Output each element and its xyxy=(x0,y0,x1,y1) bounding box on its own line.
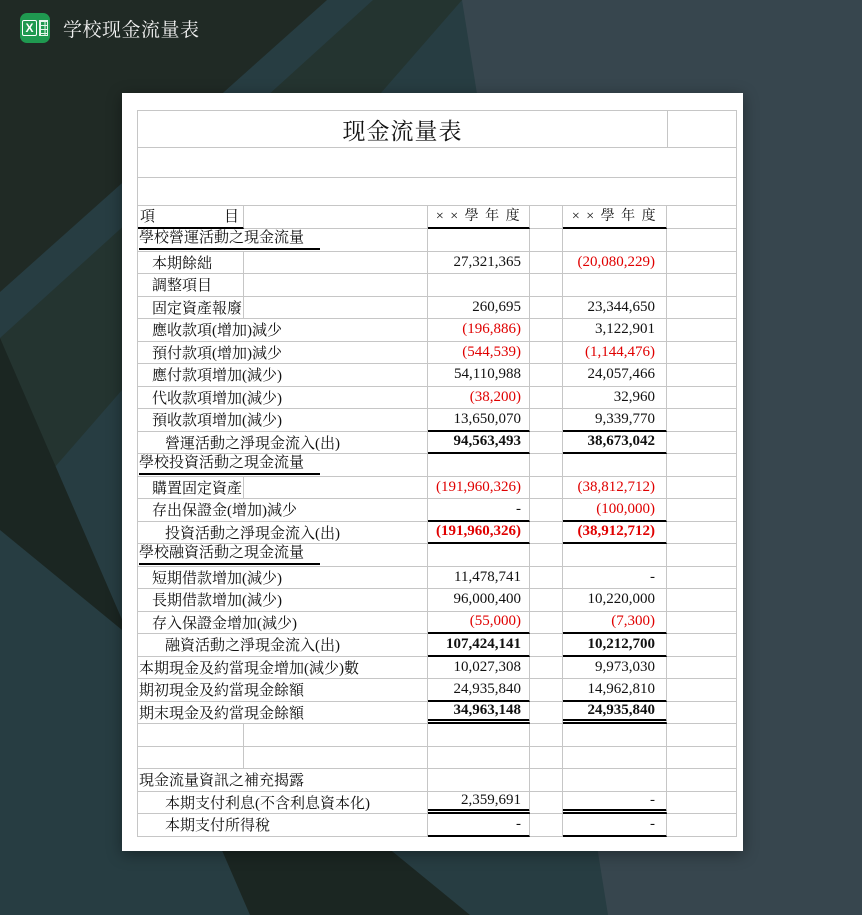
sheet-row xyxy=(138,544,737,567)
row-label[interactable] xyxy=(138,544,428,567)
row-label-text: 應收款項(增加)減少 xyxy=(152,323,282,340)
cell-year1[interactable]: (38,200) xyxy=(428,387,530,410)
row-label-text: 投資活動之淨現金流入(出) xyxy=(165,525,340,542)
row-label-text: 學校融資活動之現金流量 xyxy=(139,544,320,565)
title-side-cell[interactable] xyxy=(668,111,737,148)
titlebar xyxy=(20,13,200,43)
cell-year2[interactable] xyxy=(563,544,667,567)
cell-year1[interactable]: 107,424,141 xyxy=(428,634,530,657)
cell-trailing[interactable] xyxy=(667,634,737,657)
sheet-row xyxy=(138,792,737,815)
cell-year2[interactable] xyxy=(563,274,667,297)
row-label[interactable] xyxy=(138,612,428,635)
row-label[interactable] xyxy=(138,567,428,590)
cell-year2[interactable]: 32,960 xyxy=(563,387,667,410)
sheet-row xyxy=(138,477,737,500)
row-label-text: 營運活動之淨現金流入(出) xyxy=(165,435,340,452)
header-year1-cell[interactable]: × × 學 年 度 xyxy=(428,206,530,229)
cell-year1[interactable]: 10,027,308 xyxy=(428,657,530,680)
cell-gap[interactable] xyxy=(530,297,563,320)
row-label[interactable] xyxy=(138,252,428,275)
cell-gap[interactable] xyxy=(530,274,563,297)
row-label-text: 學校營運活動之現金流量 xyxy=(139,229,320,250)
row-label[interactable] xyxy=(138,679,428,702)
sheet-row xyxy=(138,814,737,837)
header-blank-cell[interactable] xyxy=(244,206,428,229)
cell-gap[interactable] xyxy=(530,612,563,635)
sheet-row xyxy=(138,702,737,725)
cell-gap[interactable] xyxy=(530,499,563,522)
cell-year2[interactable]: 38,673,042 xyxy=(563,432,667,455)
cell-year2[interactable]: (7,300) xyxy=(563,612,667,635)
row-label[interactable] xyxy=(138,747,428,770)
sheet-row xyxy=(138,229,737,252)
sheet-row xyxy=(138,612,737,635)
header-year2-cell[interactable]: × × 學 年 度 xyxy=(563,206,667,229)
sheet-row xyxy=(138,589,737,612)
header-item-cell[interactable] xyxy=(138,206,244,229)
cell-gap[interactable] xyxy=(530,454,563,477)
cell-trailing[interactable] xyxy=(667,747,737,770)
row-label-text: 存入保證金增加(減少) xyxy=(152,615,297,632)
sheet-row xyxy=(138,634,737,657)
cell-year1[interactable]: 13,650,070 xyxy=(428,409,530,432)
cell-year1[interactable]: 11,478,741 xyxy=(428,567,530,590)
cell-year1[interactable]: 24,935,840 xyxy=(428,679,530,702)
row-label[interactable] xyxy=(138,297,428,320)
sheet-row xyxy=(138,432,737,455)
sheet-title[interactable]: 现金流量表 xyxy=(138,111,668,148)
sheet-row xyxy=(138,499,737,522)
cell-gap[interactable] xyxy=(530,814,563,837)
sheet-row xyxy=(138,454,737,477)
cell-trailing[interactable] xyxy=(667,567,737,590)
sheet-row xyxy=(138,567,737,590)
spacer-cell[interactable] xyxy=(138,148,737,178)
cell-gap[interactable] xyxy=(530,724,563,747)
cell-year2[interactable]: 14,962,810 xyxy=(563,679,667,702)
cell-gap[interactable] xyxy=(530,792,563,815)
cell-year1[interactable] xyxy=(428,724,530,747)
row-label-text: 短期借款增加(減少) xyxy=(152,570,282,587)
cell-gap[interactable] xyxy=(530,589,563,612)
sheet-card xyxy=(122,93,743,851)
sheet-row xyxy=(138,252,737,275)
cell-gap[interactable] xyxy=(530,679,563,702)
spacer-cell[interactable] xyxy=(138,178,737,206)
cell-trailing[interactable] xyxy=(667,657,737,680)
cell-year2[interactable]: 10,212,700 xyxy=(563,634,667,657)
row-label[interactable] xyxy=(138,499,428,522)
cell-year1[interactable]: - xyxy=(428,499,530,522)
cell-year1[interactable]: 54,110,988 xyxy=(428,364,530,387)
cell-year1[interactable]: (544,539) xyxy=(428,342,530,365)
row-label-text: 預付款項(增加)減少 xyxy=(152,345,282,362)
row-label[interactable] xyxy=(138,409,428,432)
cell-year2[interactable]: 23,344,650 xyxy=(563,297,667,320)
cell-year2[interactable] xyxy=(563,724,667,747)
row-label[interactable] xyxy=(138,477,428,500)
cell-trailing[interactable] xyxy=(667,342,737,365)
sheet-row xyxy=(138,297,737,320)
cell-year2[interactable]: - xyxy=(563,567,667,590)
row-label-text: 本期支付所得稅 xyxy=(165,818,271,835)
header-item-left: 項 xyxy=(140,209,156,225)
cell-trailing[interactable] xyxy=(667,769,737,792)
cell-gap[interactable] xyxy=(530,252,563,275)
sheet-row xyxy=(138,724,737,747)
row-label[interactable] xyxy=(138,342,428,365)
cell-year2[interactable] xyxy=(563,769,667,792)
spreadsheet-grid-icon xyxy=(39,20,48,36)
row-label-text: 代收款項增加(減少) xyxy=(152,390,282,407)
cell-gap[interactable] xyxy=(530,477,563,500)
sheet-row xyxy=(138,679,737,702)
window-title: 学校现金流量表 xyxy=(63,19,200,41)
cell-trailing[interactable] xyxy=(667,724,737,747)
cell-year2[interactable]: (38,812,712) xyxy=(563,477,667,500)
cell-trailing[interactable] xyxy=(667,364,737,387)
cell-year2[interactable]: (1,144,476) xyxy=(563,342,667,365)
spacer-row xyxy=(138,148,737,178)
cell-gap[interactable] xyxy=(530,522,563,545)
row-label-text: 本期餘絀 xyxy=(152,255,213,272)
row-label[interactable] xyxy=(138,702,428,725)
cell-trailing[interactable] xyxy=(667,454,737,477)
cell-year2[interactable]: (20,080,229) xyxy=(563,252,667,275)
cell-trailing[interactable] xyxy=(667,409,737,432)
cell-trailing[interactable] xyxy=(667,229,737,252)
cell-year2[interactable]: 24,057,466 xyxy=(563,364,667,387)
cell-year1[interactable] xyxy=(428,769,530,792)
cell-trailing[interactable] xyxy=(667,522,737,545)
row-label-text: 購置固定資產 xyxy=(152,480,243,497)
cell-gap[interactable] xyxy=(530,387,563,410)
cell-year1[interactable]: 96,000,400 xyxy=(428,589,530,612)
row-label-text: 學校投資活動之現金流量 xyxy=(139,454,320,475)
cell-year1[interactable] xyxy=(428,747,530,770)
cell-trailing[interactable] xyxy=(667,387,737,410)
cell-year2[interactable] xyxy=(563,229,667,252)
cell-year1[interactable] xyxy=(428,454,530,477)
cell-year2[interactable] xyxy=(563,747,667,770)
row-label-text: 預收款項增加(減少) xyxy=(152,413,282,430)
row-label[interactable] xyxy=(138,657,428,680)
header-trailing-cell[interactable] xyxy=(667,206,737,229)
excel-icon-letter: X xyxy=(22,20,36,36)
sheet-body xyxy=(138,229,737,837)
cell-trailing[interactable] xyxy=(667,589,737,612)
cell-year2[interactable]: 3,122,901 xyxy=(563,319,667,342)
row-label[interactable] xyxy=(138,589,428,612)
cell-year1[interactable] xyxy=(428,274,530,297)
cell-gap[interactable] xyxy=(530,319,563,342)
sheet-row xyxy=(138,657,737,680)
cell-gap[interactable] xyxy=(530,364,563,387)
cell-trailing[interactable] xyxy=(667,297,737,320)
cell-year1[interactable]: 2,359,691 xyxy=(428,792,530,815)
row-label-text: 本期支付利息(不含利息資本化) xyxy=(165,795,370,812)
cell-year1[interactable]: (196,886) xyxy=(428,319,530,342)
row-label[interactable] xyxy=(138,814,428,837)
row-label-text: 存出保證金(增加)減少 xyxy=(152,503,297,520)
cell-year2[interactable]: (100,000) xyxy=(563,499,667,522)
row-label-text: 應付款項增加(減少) xyxy=(152,368,282,385)
row-label[interactable] xyxy=(138,387,428,410)
cell-year1[interactable]: (191,960,326) xyxy=(428,477,530,500)
sheet-row xyxy=(138,274,737,297)
row-label-text: 固定資產報廢 xyxy=(152,300,243,317)
cell-year1[interactable]: 260,695 xyxy=(428,297,530,320)
cell-gap[interactable] xyxy=(530,769,563,792)
cell-gap[interactable] xyxy=(530,634,563,657)
row-label[interactable] xyxy=(138,229,428,252)
cell-gap[interactable] xyxy=(530,657,563,680)
sheet-row xyxy=(138,387,737,410)
cell-trailing[interactable] xyxy=(667,499,737,522)
sheet-row xyxy=(138,409,737,432)
cell-gap[interactable] xyxy=(530,544,563,567)
cell-year2[interactable]: - xyxy=(563,814,667,837)
row-label-text: 長期借款增加(減少) xyxy=(152,593,282,610)
cell-gap[interactable] xyxy=(530,432,563,455)
header-item-right: 目 xyxy=(223,209,239,225)
header-gap-cell[interactable] xyxy=(530,206,563,229)
sheet-row xyxy=(138,342,737,365)
row-label-text: 期末現金及約當現金餘額 xyxy=(139,705,305,722)
sheet-row xyxy=(138,364,737,387)
cell-gap[interactable] xyxy=(530,567,563,590)
cell-trailing[interactable] xyxy=(667,252,737,275)
cell-year1[interactable]: (191,960,326) xyxy=(428,522,530,545)
cell-year1[interactable]: 34,963,148 xyxy=(428,702,530,725)
row-label[interactable] xyxy=(138,319,428,342)
cell-trailing[interactable] xyxy=(667,702,737,725)
cell-year1[interactable]: (55,000) xyxy=(428,612,530,635)
row-label-text: 現金流量資訊之補充揭露 xyxy=(139,773,305,790)
cell-year2[interactable]: (38,912,712) xyxy=(563,522,667,545)
cell-year2[interactable]: - xyxy=(563,792,667,815)
row-label[interactable] xyxy=(138,634,428,657)
cell-year1[interactable]: - xyxy=(428,814,530,837)
cell-gap[interactable] xyxy=(530,747,563,770)
cell-trailing[interactable] xyxy=(667,612,737,635)
cell-trailing[interactable] xyxy=(667,814,737,837)
row-label[interactable] xyxy=(138,454,428,477)
cell-trailing[interactable] xyxy=(667,544,737,567)
cell-trailing[interactable] xyxy=(667,432,737,455)
row-label[interactable] xyxy=(138,769,428,792)
cell-year2[interactable]: 24,935,840 xyxy=(563,702,667,725)
sheet-row xyxy=(138,319,737,342)
excel-icon xyxy=(20,13,50,43)
column-header-row xyxy=(138,206,737,229)
cell-gap[interactable] xyxy=(530,342,563,365)
cell-year2[interactable]: 9,973,030 xyxy=(563,657,667,680)
cell-gap[interactable] xyxy=(530,409,563,432)
row-label[interactable] xyxy=(138,792,428,815)
sheet-row xyxy=(138,522,737,545)
cell-gap[interactable] xyxy=(530,229,563,252)
cashflow-sheet xyxy=(137,110,737,837)
cell-year1[interactable] xyxy=(428,229,530,252)
row-label-text: 本期現金及約當現金增加(減少)數 xyxy=(139,660,359,677)
cell-trailing[interactable] xyxy=(667,792,737,815)
row-label-text: 融資活動之淨現金流入(出) xyxy=(165,638,340,655)
row-label[interactable] xyxy=(138,724,428,747)
cell-year2[interactable]: 10,220,000 xyxy=(563,589,667,612)
cell-year2[interactable]: 9,339,770 xyxy=(563,409,667,432)
cell-year1[interactable] xyxy=(428,544,530,567)
spacer-row xyxy=(138,178,737,206)
row-label-text: 調整項目 xyxy=(152,278,213,295)
cell-gap[interactable] xyxy=(530,702,563,725)
sheet-title-row xyxy=(138,111,737,148)
cell-year1[interactable]: 94,563,493 xyxy=(428,432,530,455)
row-label[interactable] xyxy=(138,432,428,455)
cell-trailing[interactable] xyxy=(667,679,737,702)
sheet-row xyxy=(138,747,737,770)
cell-trailing[interactable] xyxy=(667,319,737,342)
cell-trailing[interactable] xyxy=(667,274,737,297)
row-label[interactable] xyxy=(138,364,428,387)
row-label[interactable] xyxy=(138,274,428,297)
cell-trailing[interactable] xyxy=(667,477,737,500)
cell-year1[interactable]: 27,321,365 xyxy=(428,252,530,275)
row-label[interactable] xyxy=(138,522,428,545)
row-label-text: 期初現金及約當現金餘額 xyxy=(139,683,305,700)
cell-year2[interactable] xyxy=(563,454,667,477)
sheet-row xyxy=(138,769,737,792)
